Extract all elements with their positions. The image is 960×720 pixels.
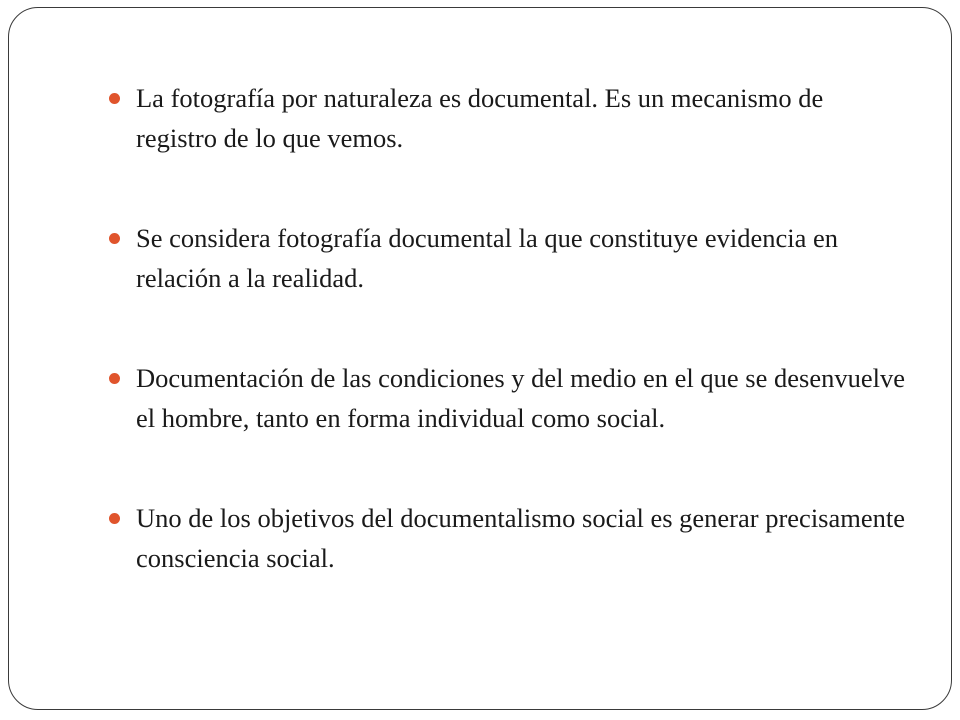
bullet-item [106,498,906,578]
bullet-text: Uno de los objetivos del documentalismo social es generar precisamente consciencia social. [136,503,906,573]
bullet-text: Se considera fotografía documental la que constituye evidencia en relación a la realidad. [136,223,838,293]
bullet-dot-icon [109,233,120,244]
bullet-dot-icon [109,373,120,384]
bullet-item [106,218,906,298]
bullet-dot-icon [109,93,120,104]
bullet-dot-icon [109,513,120,524]
bullet-item [106,358,906,438]
bullet-text: La fotografía por naturaleza es documental. Es un mecanismo de registro de lo que vemos. [136,83,824,153]
bullet-item [106,78,906,158]
bullet-text: Documentación de las condiciones y del medio en el que se desenvuelve el hombre, tanto en forma individual como social. [136,363,905,433]
bullet-list [106,78,906,578]
